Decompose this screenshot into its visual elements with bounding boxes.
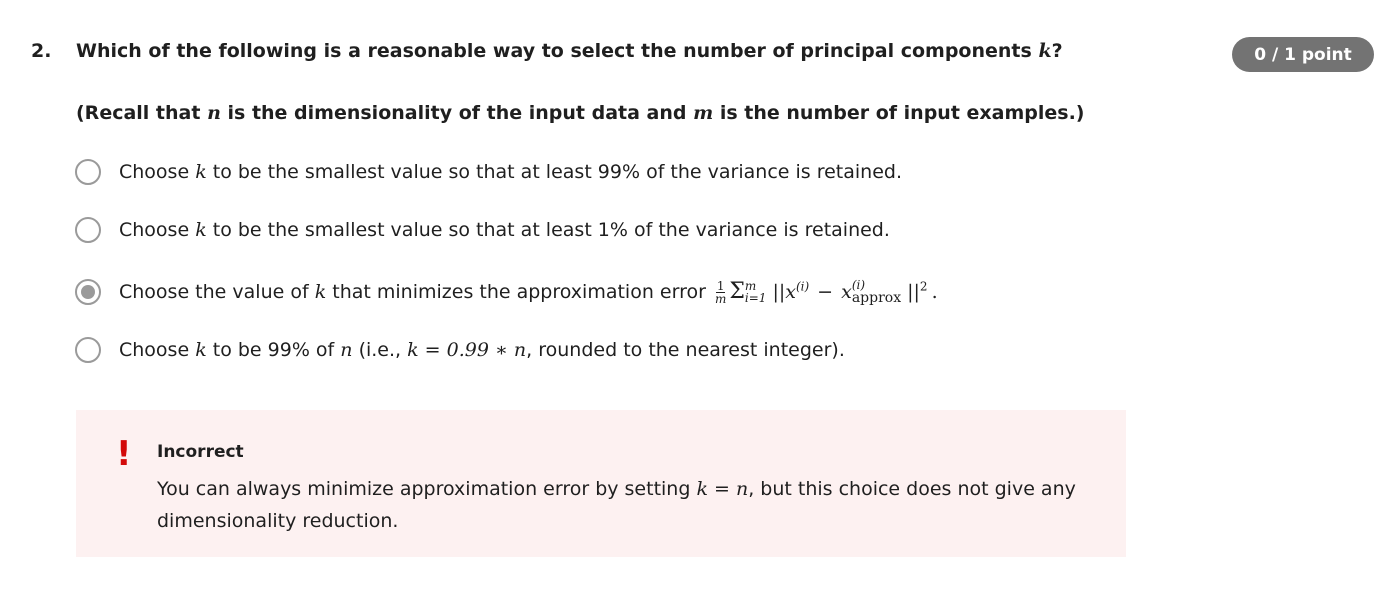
option-1-var: k: [195, 161, 207, 183]
feedback-text-expr: k = n: [696, 478, 749, 500]
option-4-var-n: n: [340, 339, 353, 361]
formula-power: 2: [919, 279, 928, 294]
radio-button-option-3[interactable]: [75, 279, 101, 305]
recall-mid: is the dimensionality of the input data and: [220, 102, 694, 124]
recall-suffix: is the number of input examples.): [713, 102, 1085, 124]
option-3-suffix: that minimizes the approximation error: [326, 280, 712, 303]
formula-x-approx: x: [841, 280, 852, 303]
question-title-suffix: ?: [1051, 40, 1063, 62]
option-4[interactable]: [75, 335, 845, 365]
formula-x-approx-sup: (i): [851, 278, 866, 293]
option-2-label: [119, 219, 890, 241]
option-3-prefix: Choose the value of: [119, 280, 315, 303]
feedback-text-suffix: , but this choice does not give any dimensionality reduction.: [157, 478, 1076, 532]
option-2-prefix: Choose: [119, 219, 196, 241]
option-3-var: k: [314, 280, 327, 303]
formula-x-sup: (i): [795, 279, 810, 294]
formula-minus: −: [817, 280, 834, 303]
formula-fraction: [715, 280, 726, 305]
option-4-mid1: to be 99% of: [206, 339, 341, 361]
formula-norm-close: ||: [907, 280, 920, 303]
option-1-suffix: to be the smallest value so that at least 99% of the variance is retained.: [206, 161, 902, 183]
option-2-var: k: [195, 219, 207, 241]
formula-sum-symbol: Σ: [729, 278, 745, 304]
question-title-prefix: Which of the following is a reasonable way to select the number of principal components: [76, 40, 1039, 62]
radio-button-option-2[interactable]: [75, 217, 101, 243]
option-2-suffix: to be the smallest value so that at least 1% of the variance is retained.: [206, 219, 890, 241]
recall-m: m: [693, 102, 714, 124]
formula-sum-upper: m: [744, 279, 757, 294]
option-4-expr: k = 0.99 ∗ n: [407, 339, 527, 361]
formula-frac-num: 1: [716, 278, 725, 293]
option-3-label: [119, 279, 938, 306]
question-title-var: k: [1038, 40, 1052, 62]
option-1-prefix: Choose: [119, 161, 196, 183]
feedback-text-prefix: You can always minimize approximation error by setting: [157, 478, 697, 500]
formula-norm-open: ||: [772, 280, 786, 303]
points-badge: 0 / 1 point: [1232, 37, 1374, 72]
formula-x: x: [785, 280, 796, 303]
feedback-title: Incorrect: [157, 442, 244, 462]
option-4-prefix: Choose: [119, 339, 196, 361]
recall-n: n: [207, 102, 221, 124]
formula-sum-bounds: [745, 280, 767, 304]
feedback-text: [157, 473, 1087, 537]
radio-selected-dot: [81, 285, 95, 299]
feedback-panel: [76, 410, 1126, 557]
option-4-mid2: (i.e.,: [352, 339, 408, 361]
radio-button-option-4[interactable]: [75, 337, 101, 363]
formula-frac-den: m: [714, 291, 727, 306]
recall-note: [76, 102, 1085, 124]
exclamation-icon: !: [116, 434, 132, 474]
option-4-suffix: , rounded to the nearest integer).: [526, 339, 845, 361]
radio-button-option-1[interactable]: [75, 159, 101, 185]
option-4-label: [119, 339, 845, 361]
question-number: 2.: [31, 40, 52, 62]
option-2[interactable]: [75, 215, 890, 245]
formula-sum-lower: i=1: [744, 291, 767, 306]
question-title: [76, 40, 1063, 62]
recall-prefix: (Recall that: [76, 102, 208, 124]
formula-x-approx-sub: approx: [851, 290, 902, 307]
option-3[interactable]: [75, 275, 938, 309]
formula-period: .: [931, 280, 938, 303]
formula-x-approx-scripts: [852, 279, 901, 305]
option-1[interactable]: [75, 157, 902, 187]
option-1-label: [119, 161, 902, 183]
option-4-var: k: [195, 339, 207, 361]
